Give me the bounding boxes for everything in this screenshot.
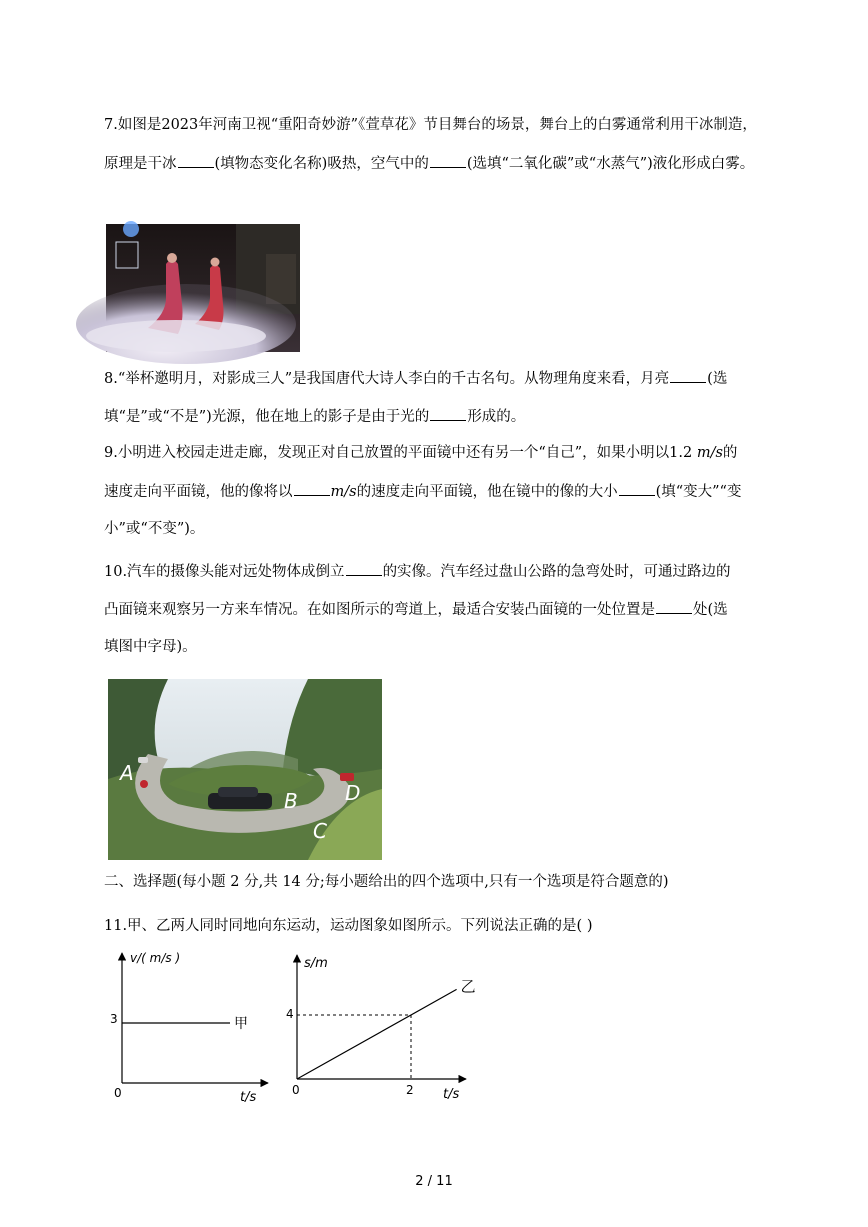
distance-time-chart: [282, 945, 476, 1110]
st-origin: 0: [292, 1083, 300, 1097]
mountain-road-photo: [108, 679, 382, 860]
answer-blank[interactable]: [430, 153, 466, 168]
vt-series-name: 甲: [234, 1016, 248, 1032]
st-ytick-4: 4: [286, 1007, 294, 1021]
st-xtick-2: 2: [406, 1083, 414, 1097]
answer-blank[interactable]: [430, 406, 466, 421]
q9-line3: 小”或“不变”)。: [104, 521, 205, 537]
q10-line2: 凸面镜来观察另一方来车情况。在如图所示的弯道上，最适合安装凸面镜的一处位置是 处(选: [104, 599, 808, 620]
q9-line2: 速度走向平面镜，他的像将以 m/s的速度走向平面镜，他在镜中的像的大小 (填“变大”“变: [104, 481, 808, 502]
answer-blank[interactable]: [656, 599, 692, 614]
q10-line1: 10.汽车的摄像头能对远处物体成倒立 的实像。汽车经过盘山公路的急弯处时，可通过路边的: [104, 561, 808, 582]
answer-blank[interactable]: [346, 561, 382, 576]
answer-blank[interactable]: [619, 481, 655, 496]
road-label-b: B: [284, 789, 298, 813]
st-xlabel: t/s: [443, 1087, 460, 1102]
section-heading: 二、选择题(每小题 2 分,共 14 分;每小题给出的四个选项中,只有一个选项是符合题意的): [104, 874, 669, 890]
road-label-c: C: [313, 819, 327, 843]
q8-line1: 8.“举杯邀明月，对影成三人”是我国唐代大诗人李白的千古名句。从物理角度来看，月亮 (选: [104, 368, 808, 389]
q8-line2: 填“是”或“不是”)光源，他在地上的影子是由于光的 形成的。: [104, 406, 808, 427]
vt-ytick-3: 3: [110, 1012, 118, 1026]
vt-ylabel: v/( m/s ): [130, 951, 181, 965]
page-number: 2 / 11: [415, 1174, 453, 1189]
st-ylabel: s/m: [304, 956, 328, 971]
stage-photo: [106, 224, 300, 352]
q7-line2: 原理是干冰 (填物态变化名称)吸热，空气中的 (选填“二氧化碳”或“水蒸气”)液化形成白雾。: [104, 153, 808, 174]
answer-blank[interactable]: [178, 153, 214, 168]
road-label-d: D: [345, 781, 361, 805]
st-series-name: 乙: [460, 977, 476, 996]
q11-text: 11.甲、乙两人同时同地向东运动，运动图象如图所示。下列说法正确的是( ): [104, 918, 593, 934]
answer-blank[interactable]: [294, 481, 330, 496]
vt-origin: 0: [114, 1086, 122, 1100]
st-series-line: [297, 989, 457, 1079]
q7-line1: 7.如图是2023年河南卫视“重阳奇妙游”《萱草花》节目舞台的场景，舞台上的白雾通常利用干冰制造，: [104, 117, 757, 133]
q9-line1: 9.小明进入校园走进走廊，发现正对自己放置的平面镜中还有另一个“自己”，如果小明以1.2 m/s的: [104, 445, 738, 461]
vt-xlabel: t/s: [240, 1090, 257, 1105]
answer-blank[interactable]: [670, 368, 706, 383]
road-label-a: A: [120, 761, 134, 785]
velocity-time-chart: [100, 945, 280, 1110]
q10-line3: 填图中字母)。: [104, 639, 197, 655]
